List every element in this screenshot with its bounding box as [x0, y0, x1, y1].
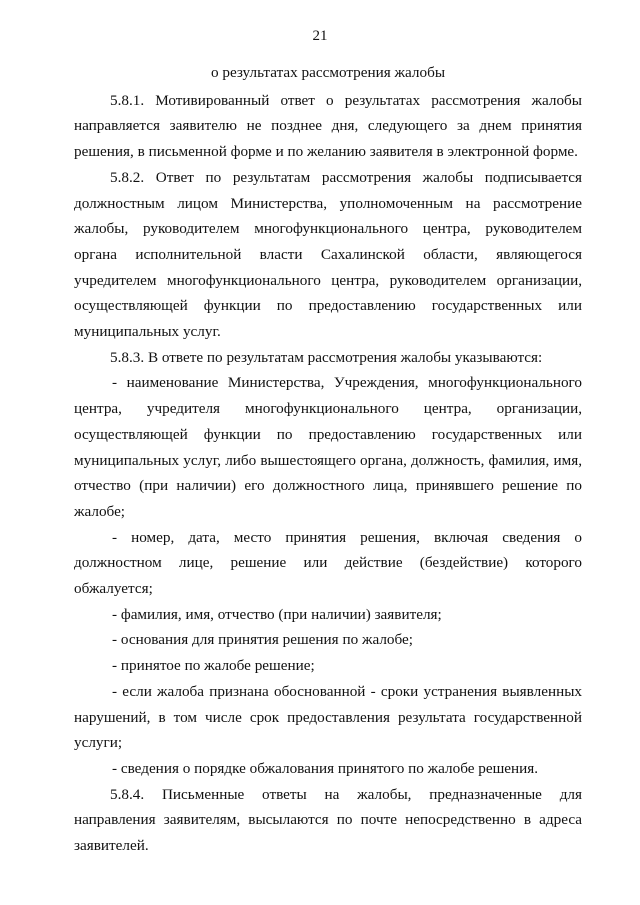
- list-item: - если жалоба признана обоснованной - сроки устранения выявленных нарушений, в том числе срок предоставления результата государственной услуги;: [74, 682, 582, 752]
- list-item: - основания для принятия решения по жалобе;: [112, 631, 413, 649]
- paragraph-5-8-3: 5.8.3. В ответе по результатам рассмотрения жалобы указываются:: [110, 348, 543, 366]
- paragraph-5-8-1: 5.8.1. Мотивированный ответ о результатах рассмотрения жалобы направляется заявителю не позднее дня, следующего за днем принятия решения, в письменной форме и по желанию заявителя в электронной форме.: [74, 91, 582, 161]
- list-item: - фамилия, имя, отчество (при наличии) заявителя;: [112, 605, 442, 623]
- paragraph-5-8-4: 5.8.4. Письменные ответы на жалобы, предназначенные для направления заявителям, высылаются по почте непосредственно в адреса заявителей.: [74, 785, 582, 855]
- list-item: - принятое по жалобе решение;: [112, 657, 315, 675]
- list-item: - номер, дата, место принятия решения, включая сведения о должностном лице, решение или действие (бездействие) которого обжалуется;: [74, 528, 582, 598]
- list-item: - сведения о порядке обжалования принятого по жалобе решения.: [112, 759, 539, 777]
- page-number: 21: [312, 28, 328, 44]
- paragraph-5-8-2: 5.8.2. Ответ по результатам рассмотрения жалобы подписывается должностным лицом Министерства, уполномоченным на рассмотрение жалобы, руководителем многофункционального центра, руководителем органа исполнительной власти Сахалинской области, являющегося учредителем многофункционального центра, руководителем организации, осуществляющей функции по предоставлению государственных или муниципальных услуг.: [74, 168, 582, 341]
- document-body: [74, 60, 582, 859]
- list-item: - наименование Министерства, Учреждения, многофункционального центра, учредителя многофункционального центра, организации, осуществляющей функции по предоставлению государственных или муниципальных услуг, либо вышестоящего органа, должность, фамилия, имя, отчество (при наличии) его должностного лица, принявшего решение по жалобе;: [74, 374, 582, 520]
- heading-continuation: о результатах рассмотрения жалобы: [210, 64, 446, 81]
